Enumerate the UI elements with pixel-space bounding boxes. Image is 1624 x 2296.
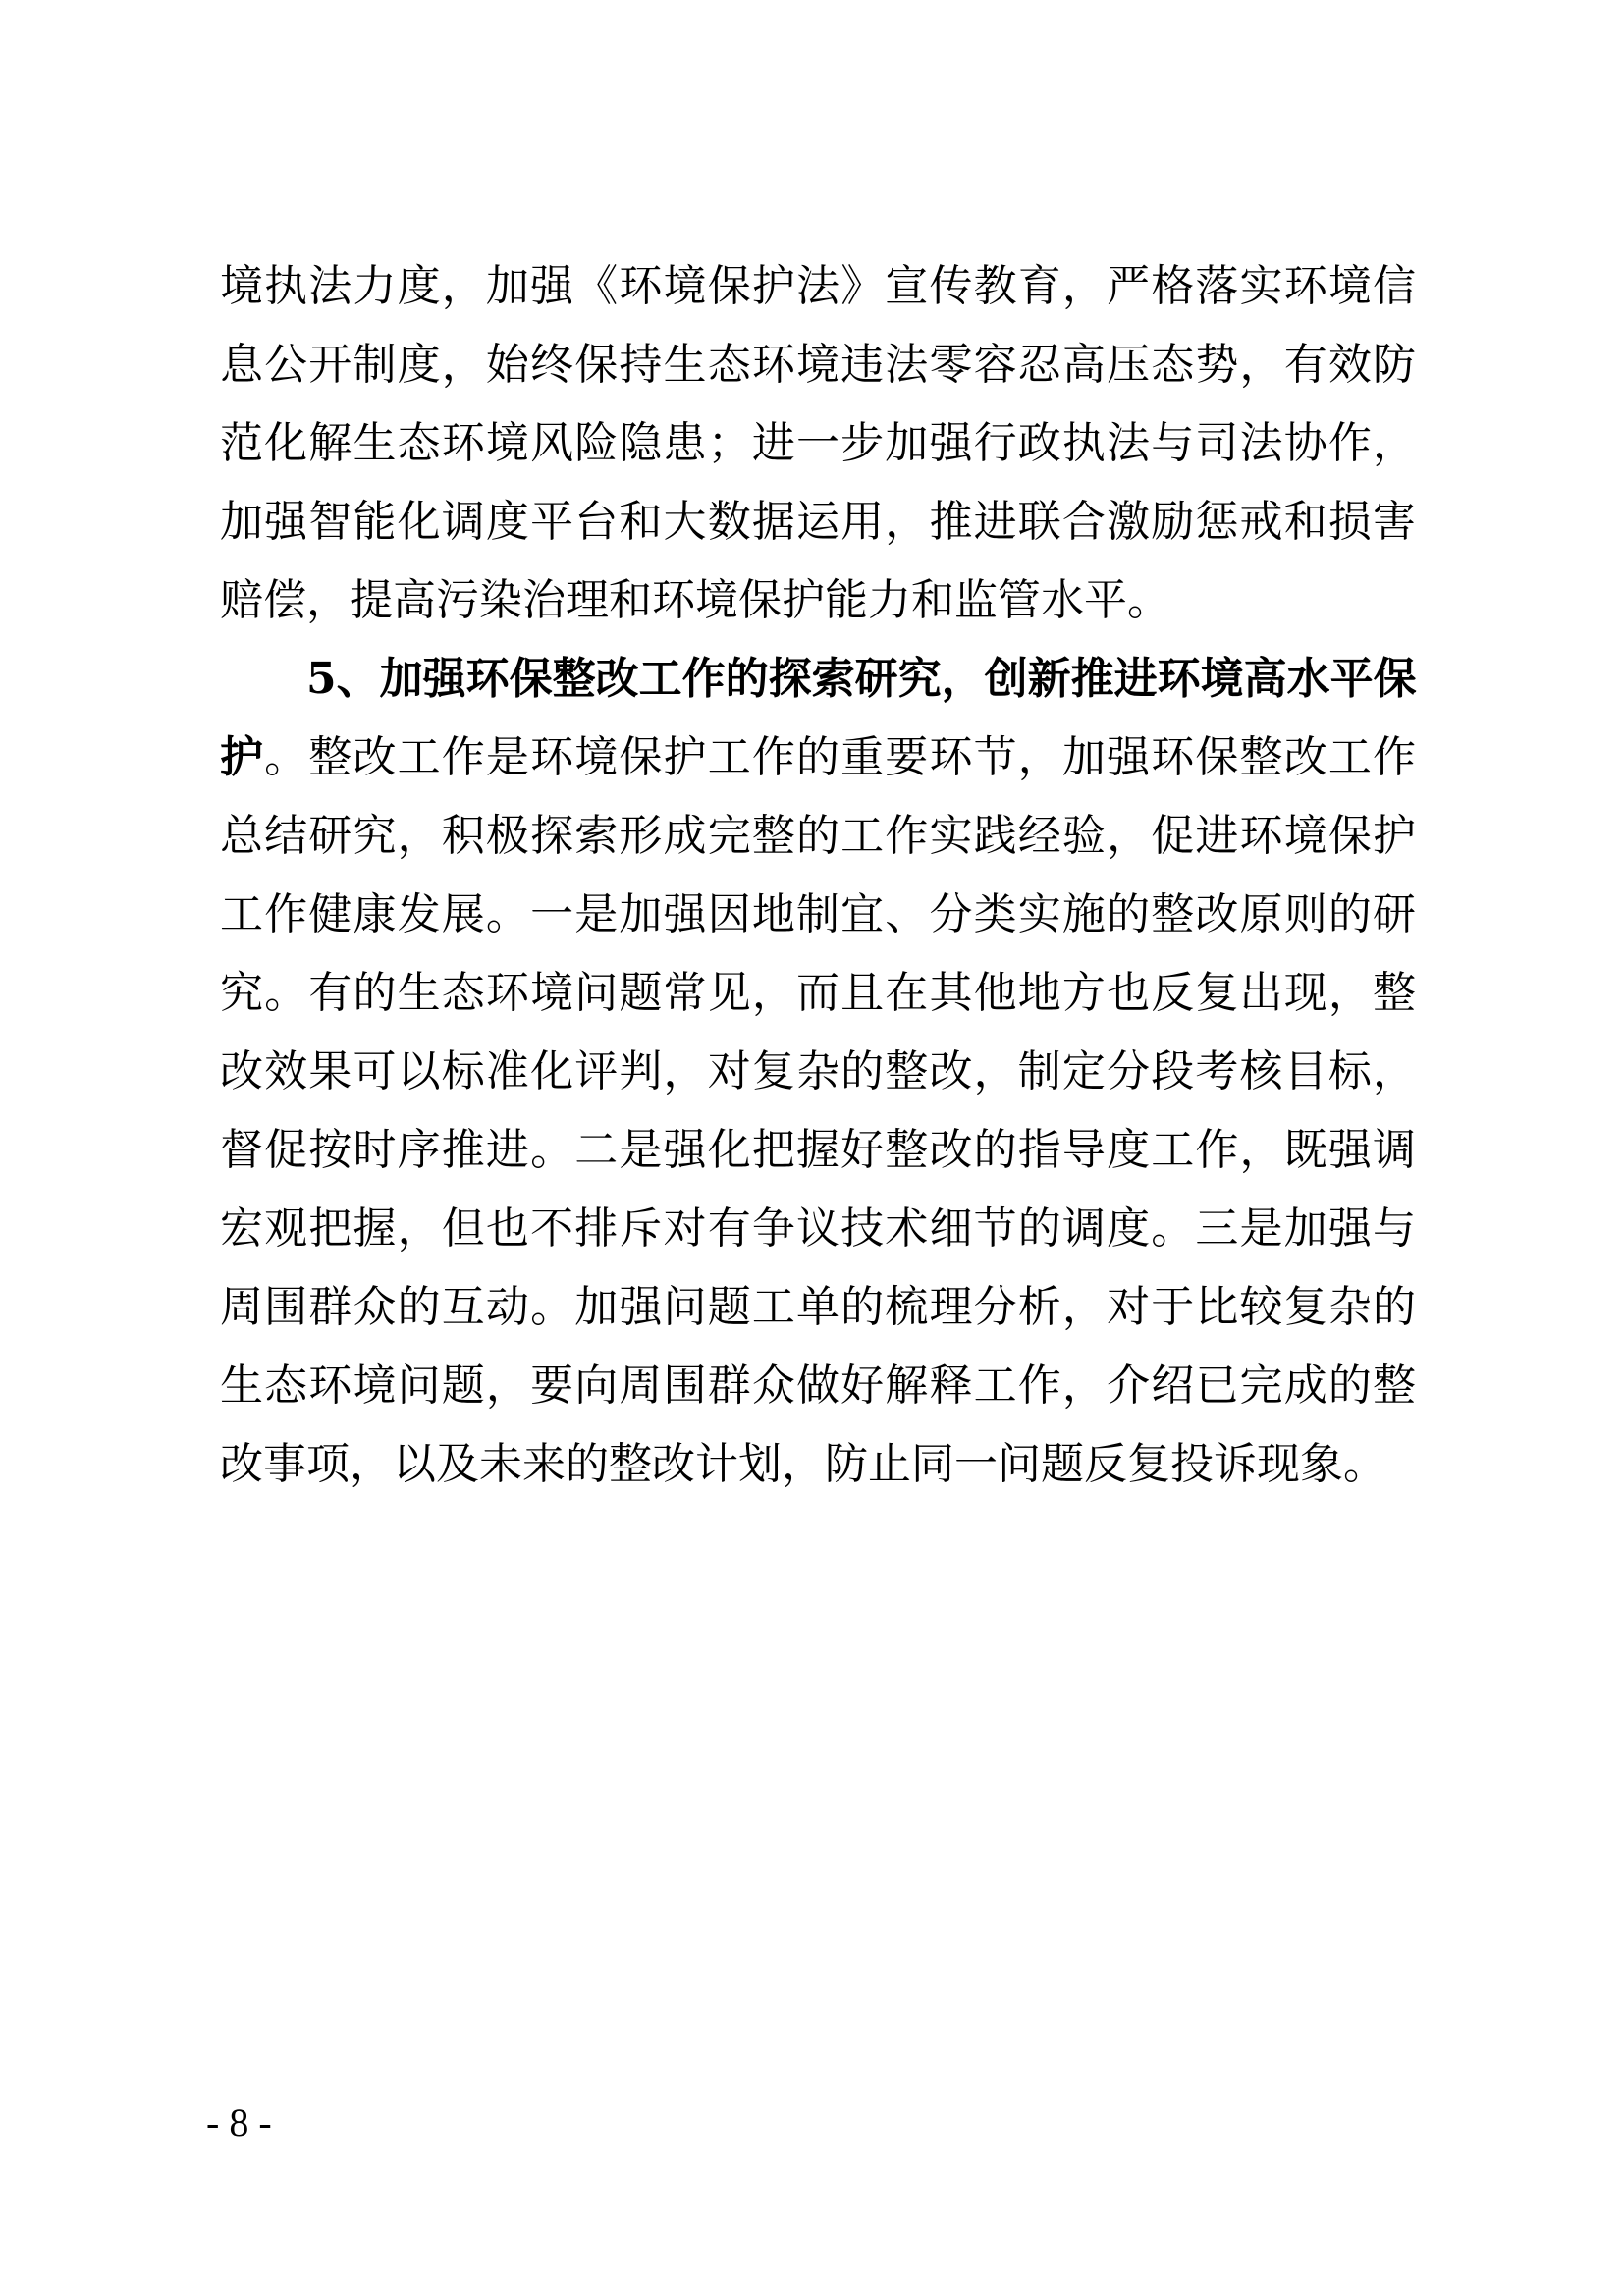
text-line: 范化解生态环境风险隐患；进一步加强行政执法与司法协作， xyxy=(220,418,1416,468)
text-line: 改事项，以及未来的整改计划，防止同一问题反复投诉现象。 xyxy=(220,1439,1386,1489)
text-line: 赔偿，提高污染治理和环境保护能力和监管水平。 xyxy=(220,575,1170,625)
text-line: 息公开制度，始终保持生态环境违法零容忍高压态势，有效防 xyxy=(220,340,1416,390)
text-line: 生态环境问题，要向周围群众做好解释工作，介绍已完成的整 xyxy=(220,1361,1416,1411)
text-line: 总结研究，积极探索形成完整的工作实践经验，促进环境保护 xyxy=(220,811,1416,861)
text-line: 周围群众的互动。加强问题工单的梳理分析，对于比较复杂的 xyxy=(220,1282,1416,1332)
text-line: 宏观把握，但也不排斥对有争议技术细节的调度。三是加强与 xyxy=(220,1203,1416,1254)
text-line: 加强智能化调度平台和大数据运用，推进联合激励惩戒和损害 xyxy=(220,497,1416,547)
section-heading: 5、加强环保整改工作的探索研究，创新推进环境高水平保 xyxy=(306,654,1417,704)
text-line: 督促按时序推进。二是强化把握好整改的指导度工作，既强调 xyxy=(220,1125,1416,1175)
text-line: 改效果可以标准化评判，对复杂的整改，制定分段考核目标， xyxy=(220,1046,1416,1096)
text-line: 工作健康发展。一是加强因地制宜、分类实施的整改原则的研 xyxy=(220,889,1416,939)
section-heading-tail: 护 xyxy=(220,732,265,782)
text-line xyxy=(220,719,1416,797)
page-number: - 8 - xyxy=(206,2101,272,2145)
text-line: 究。有的生态环境问题常见，而且在其他地方也反复出现，整 xyxy=(220,968,1416,1018)
text-line: 境执法力度，加强《环境保护法》宣传教育，严格落实环境信 xyxy=(220,261,1416,311)
text-span: 。整改工作是环境保护工作的重要环节，加强环保整改工作 xyxy=(264,732,1416,782)
